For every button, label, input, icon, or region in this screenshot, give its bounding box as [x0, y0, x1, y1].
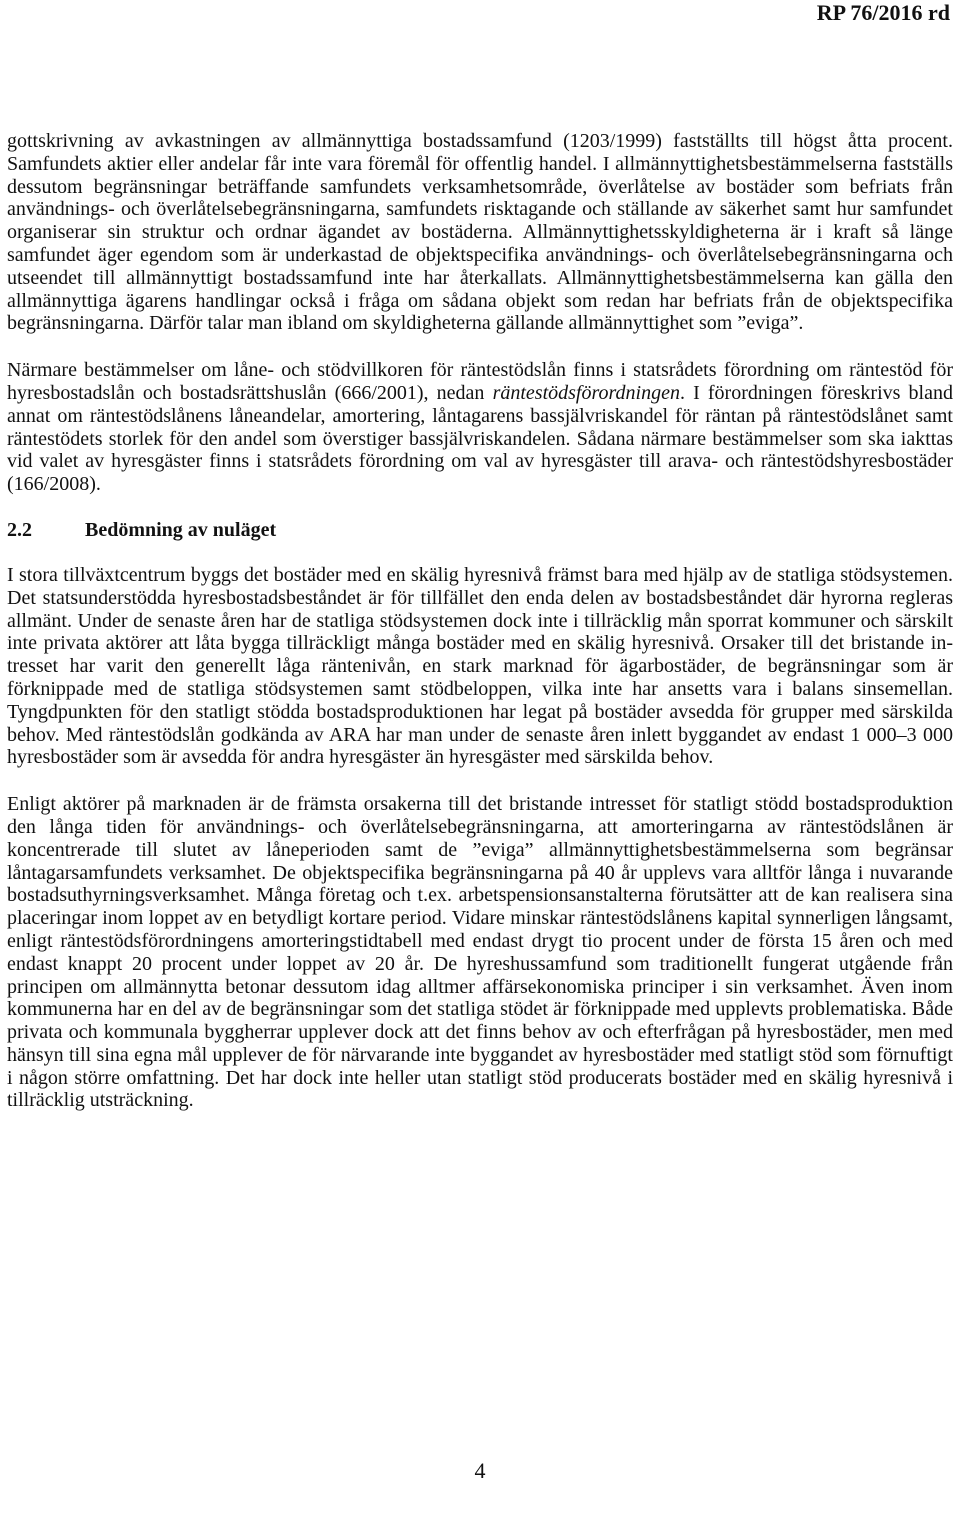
paragraph-text-part: Närmare bestämmelser om låne- och stödvillkoren för räntestödslån finns i statsrådets förordning om räntestöd för hyresbostadslån och bostadsrättshuslån (666/2001), nedan: [7, 359, 953, 404]
paragraph-text-part: . I förordningen föreskrivs bland annat om räntestödslånens låneandelar, amortering, låntagarens bassjälvriskandel för räntan på räntestödslånet samt räntestödets storlek för den andel som överstiger bassjälvriskandelen. Sådana närmare bestämmelser som ska iakttas vid valet av hyresgäster finns i statsrådets förordning om val av hyresgäster till arava- och räntestödshyresbostäder (166/2008).: [7, 381, 953, 496]
section-number: 2.2: [7, 518, 32, 541]
paragraph-tillvaxtcentrum: I stora tillväxtcentrum byggs det bostäder med en skälig hyresnivå främst bara med hjälp av de statliga stödsystemen. Det statsunderstödda hyresbostadsbeståndet är för tillfället den enda delen av bostadsbeståndet där hyrorna regleras allmänt. Under de senaste åren har de statliga stödsystemen dock inte i tillräcklig mån sporrat kommuner och särskilt inte privata aktörer att låta bygga tillräckligt många bostäder med en skälig hyresnivå. Orsaker till det bristande intresset har varit den generellt låga räntenivån, en stark marknad för ägarbostäder, de begränsningar som är förknippade med de statliga stödsystemen samt stödbeloppen, vilka inte har ansetts vara i balans sinsemellan. Tyngdpunkten för den statligt stödda bostadsproduktionen har legat på bostäder avsedda för grupper med särskilda behov. Med räntestödslån godkända av ARA har man under de senaste åren inlett byggandet av endast 1 000–3 000 hyresbostäder som är avsedda för andra hyresgäster än hyresgäster med särskilda behov.: [7, 563, 953, 769]
document-body: [7, 130, 953, 1112]
paragraph-allmannyttighet: gottskrivning av avkastningen av allmännyttiga bostadssamfund (1203/1999) fastställts till högst åtta procent. Samfundets aktier eller andelar får inte vara föremål för offentlig handel. I allmännyttighetsbestämmelserna fastställs dessutom begränsningar beträffande samfundets verksamhetsområde, överlåtelse av bostäder som befriats från användnings- och överlåtelsebegränsningarna, samfundets risktagande och ställande av säkerhet samt hur samfundet organiserar sin struktur och ordnar ägandet av bostäderna. Allmännyttighetsskyldigheterna är i kraft så länge samfundet äger egendom som är underkastad de objektspecifika användnings- och överlåtelsebegränsningarna och utseendet till allmännyttigt bostadssamfund inte har återkallats. Allmännyttighetsbestämmelserna kan gälla den allmännyttiga ägarens handlingar också i fråga om sådana objekt som redan har befriats från de objektspecifika begränsningarna. Därför talar man ibland om skyldigheterna gällande allmännyttighet som ”eviga”.: [7, 130, 953, 335]
section-title: Bedömning av nuläget: [85, 518, 277, 541]
paragraph-narmare-bestammelser: [7, 359, 953, 496]
document-id-header: RP 76/2016 rd: [816, 0, 950, 25]
paragraph-aktorer-pa-marknaden: Enligt aktörer på marknaden är de främsta orsakerna till det bristande intresset för statligt stödd bostadsproduktion den långa tiden för användnings- och överlåtelsebegränsningarna, att amorteringarna av räntestödslånen är koncentrerade till slutet av låneperioden samt de ”eviga” allmännyttighetsbestämmelserna som begränsar låntagarsamfundets verksamhet. De objektspecifika begränsningarna på 40 år upplevs vara alltför långa i nuvarande bostadsuthyrningsverksamhet. Många företag och t.ex. arbetspensionsanstalterna förutsätter att de kan realisera sina placeringar inom loppet av en betydligt kortare period. Vidare minskar räntestödslånens kapital synnerligen långsamt, enligt räntestödsförordningens amorteringstidtabell med endast drygt tio procent under de första 15 åren och med endast knappt 20 procent under loppet av 20 år. De hyreshussamfund som traditionellt fungerat utgående från principen om allmännytta betonar dessutom idag alltmer affärsekonomiska principer i sin verksamhet. Även inom kommunerna har en del av de begränsningar som det statliga stödet är förknippade med upplevts problematiska. Både privata och kommunala byggherrar upplever dock att det finns behov av och efterfrågan på hyresbostäder, men med hänsyn till sina egna mål upplever de för närvarande inte byggandet av hyresbostäder med statligt stöd som förnuftigt i någon större omfattning. Det har dock inte heller utan statligt stöd producerats bostäder med en skälig hyresnivå i tillräcklig utsträckning.: [7, 793, 953, 1112]
page-number: 4: [474, 1458, 486, 1483]
paragraph-italic-term: räntestödsförordningen: [492, 381, 680, 404]
section-heading: [7, 518, 953, 542]
